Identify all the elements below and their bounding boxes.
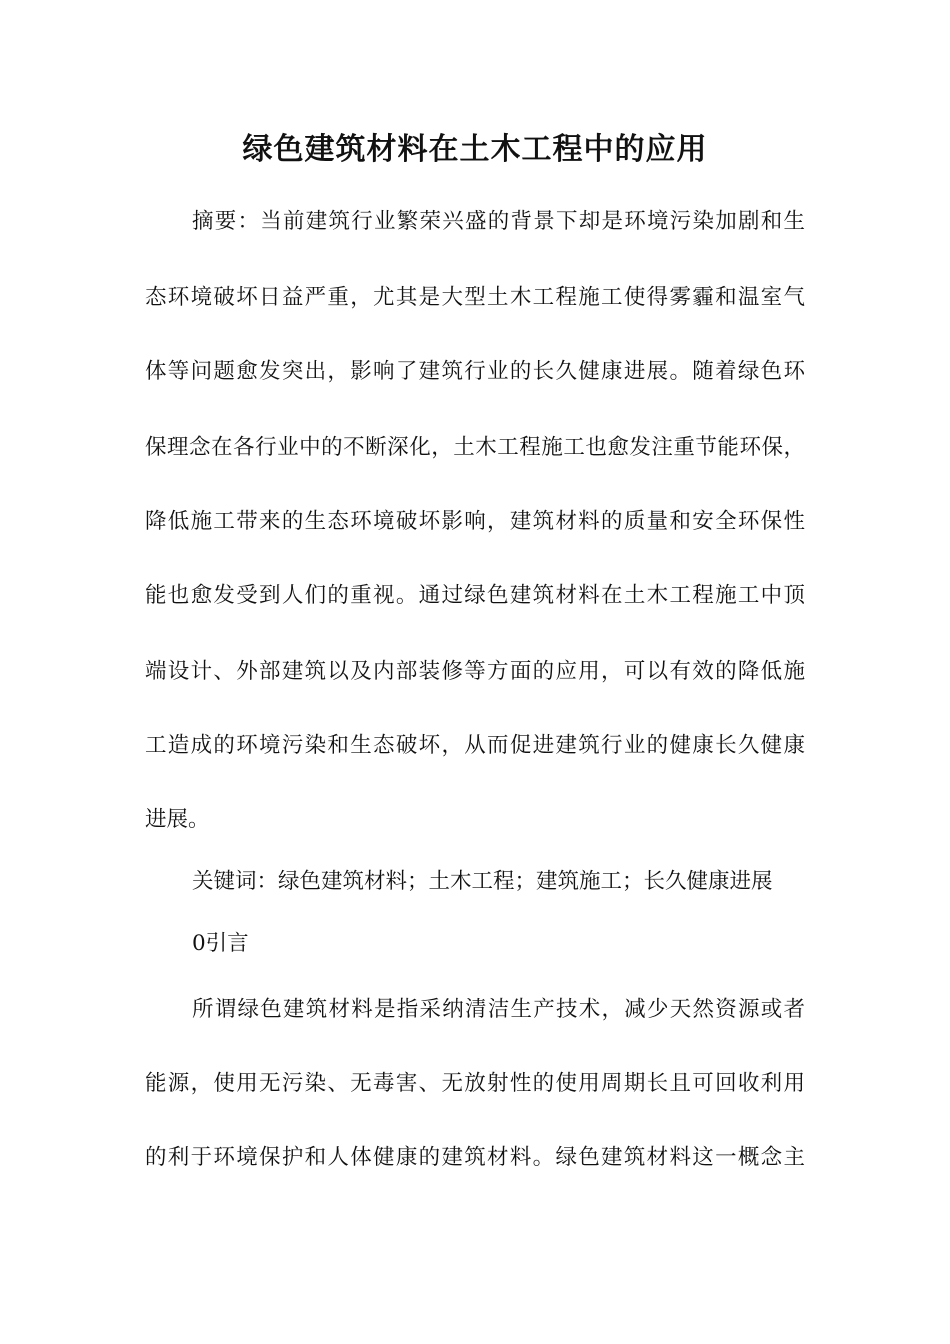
- abstract-line-8: 工造成的环境污染和生态破坏，从而促进建筑行业的健康长久健康: [145, 733, 805, 758]
- abstract-line-6: 能也愈发受到人们的重视。通过绿色建筑材料在土木工程施工中顶: [145, 583, 805, 608]
- body-line-2: 能源，使用无污染、无毒害、无放射性的使用周期长且可回收利用: [145, 1071, 805, 1096]
- abstract-line-3: 体等问题愈发突出，影响了建筑行业的长久健康进展。随着绿色环: [145, 359, 805, 384]
- keywords-line: 关键词：绿色建筑材料；土木工程；建筑施工；长久健康进展: [192, 869, 773, 894]
- abstract-line-7: 端设计、外部建筑以及内部装修等方面的应用，可以有效的降低施: [145, 659, 805, 684]
- body-line-1: 所谓绿色建筑材料是指采纳清洁生产技术，减少天然资源或者: [192, 997, 805, 1022]
- abstract-line-9: 进展。: [145, 807, 210, 832]
- abstract-line-1: 摘要：当前建筑行业繁荣兴盛的背景下却是环境污染加剧和生: [192, 209, 805, 234]
- body-line-3: 的利于环境保护和人体健康的建筑材料。绿色建筑材料这一概念主: [145, 1145, 805, 1170]
- section-heading-introduction: 0引言: [192, 931, 249, 956]
- abstract-line-4: 保理念在各行业中的不断深化，土木工程施工也愈发注重节能环保，: [145, 435, 805, 460]
- abstract-line-2: 态环境破坏日益严重，尤其是大型土木工程施工使得雾霾和温室气: [145, 285, 805, 310]
- document-title: 绿色建筑材料在土木工程中的应用: [242, 132, 708, 167]
- abstract-line-5: 降低施工带来的生态环境破坏影响，建筑材料的质量和安全环保性: [145, 509, 805, 534]
